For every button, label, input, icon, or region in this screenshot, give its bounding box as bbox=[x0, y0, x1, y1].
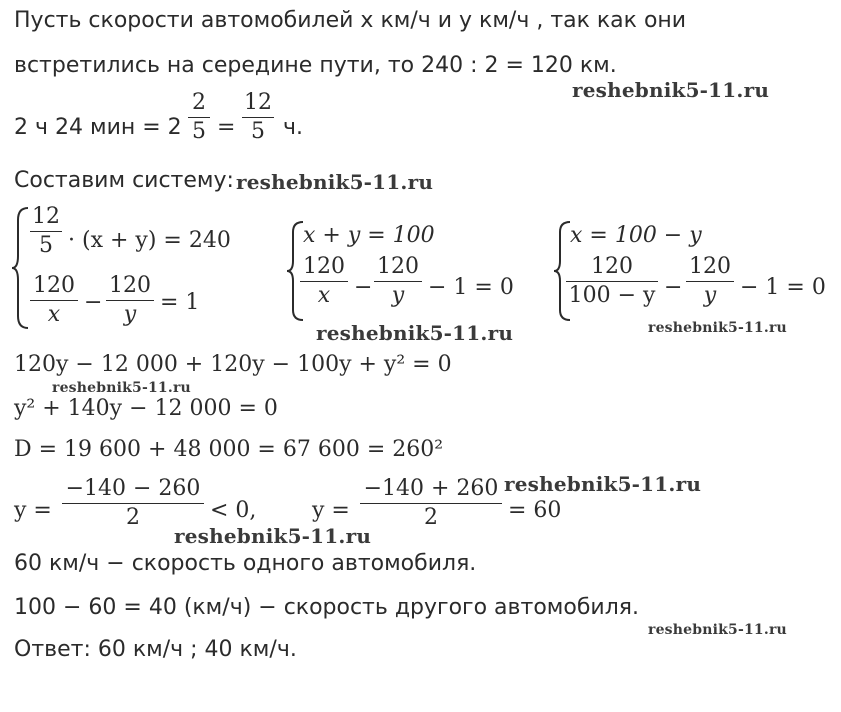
minus-sign: − bbox=[354, 275, 373, 300]
system1-frac-12-5 bbox=[30, 204, 62, 259]
system1-frac-120-y bbox=[106, 273, 154, 328]
fraction-two-fifths bbox=[188, 90, 210, 145]
text-line-1: Пусть скорости автомобилей x км/ч и y км/ч , так как они bbox=[14, 8, 687, 33]
fraction-denominator: 2 bbox=[126, 505, 140, 530]
fraction-bar bbox=[566, 281, 658, 282]
fraction-numerator: 120 bbox=[591, 254, 633, 279]
fraction-numerator: −140 + 260 bbox=[363, 476, 499, 501]
watermark: reshebnik5-11.ru bbox=[316, 321, 514, 345]
watermark: reshebnik5-11.ru bbox=[504, 472, 702, 496]
system1-eq2-rest: = 1 bbox=[160, 290, 200, 315]
answer-line-first-car: 60 км/ч − скорость одного автомобиля. bbox=[14, 551, 477, 576]
answer-line-second-car: 100 − 60 = 40 (км/ч) − скорость другого автомобиля. bbox=[14, 595, 639, 620]
watermark: reshebnik5-11.ru bbox=[236, 170, 434, 194]
fraction-numerator: 120 bbox=[303, 254, 345, 279]
fraction-bar bbox=[106, 300, 154, 301]
fraction-denominator: 2 bbox=[424, 505, 438, 530]
fraction-numerator: 120 bbox=[33, 273, 75, 298]
fraction-bar bbox=[30, 300, 78, 301]
fraction-denominator: 5 bbox=[251, 119, 265, 144]
watermark: reshebnik5-11.ru bbox=[648, 320, 787, 336]
system1-frac-120-x bbox=[30, 273, 78, 328]
minus-sign: − bbox=[84, 290, 103, 315]
fraction-denominator: y bbox=[703, 283, 717, 308]
system1-eq1-rest: · (x + y) = 240 bbox=[68, 228, 231, 253]
system3-frac-120-over-100-minus-y bbox=[566, 254, 658, 309]
equation-discriminant: D = 19 600 + 48 000 = 67 600 = 260² bbox=[14, 437, 444, 462]
system-brace-1 bbox=[10, 206, 30, 330]
fraction-numerator: 120 bbox=[377, 254, 419, 279]
hours-unit: ч. bbox=[283, 115, 303, 140]
fraction-bar bbox=[30, 231, 62, 232]
fraction-bar bbox=[300, 281, 348, 282]
system2-eq2-rest: − 1 = 0 bbox=[428, 275, 514, 300]
fraction-denominator: y bbox=[123, 302, 137, 327]
root1-fraction bbox=[62, 476, 204, 531]
fraction-numerator: 2 bbox=[192, 90, 206, 115]
final-answer: Ответ: 60 км/ч ; 40 км/ч. bbox=[14, 637, 297, 662]
time-conversion-left: 2 ч 24 мин = 2 bbox=[14, 115, 182, 140]
fraction-bar bbox=[242, 117, 274, 118]
watermark: reshebnik5-11.ru bbox=[52, 380, 191, 396]
root1-rest: < 0, bbox=[210, 498, 257, 523]
minus-sign: − bbox=[664, 275, 683, 300]
fraction-denominator: 100 − y bbox=[568, 283, 656, 308]
system2-frac-120-y bbox=[374, 254, 422, 309]
text-line-2: встретились на середине пути, то 240 : 2 = 120 км. bbox=[14, 53, 617, 78]
fraction-bar bbox=[360, 503, 502, 504]
equation-quadratic: y² + 140y − 12 000 = 0 bbox=[14, 396, 278, 421]
system2-eq1: x + y = 100 bbox=[303, 223, 435, 248]
fraction-denominator: y bbox=[391, 283, 405, 308]
fraction-numerator: 12 bbox=[244, 90, 272, 115]
fraction-bar bbox=[188, 117, 210, 118]
watermark: reshebnik5-11.ru bbox=[648, 622, 787, 638]
system3-eq1: x = 100 − y bbox=[570, 223, 702, 248]
equals-sign: = bbox=[217, 115, 236, 140]
equation-expanded: 120y − 12 000 + 120y − 100y + y² = 0 bbox=[14, 352, 452, 377]
root2-fraction bbox=[360, 476, 502, 531]
system3-frac-120-y bbox=[686, 254, 734, 309]
fraction-numerator: 120 bbox=[109, 273, 151, 298]
fraction-denominator: x bbox=[47, 302, 61, 327]
fraction-denominator: x bbox=[317, 283, 331, 308]
fraction-bar bbox=[374, 281, 422, 282]
watermark: reshebnik5-11.ru bbox=[174, 524, 372, 548]
root2-rest: = 60 bbox=[508, 498, 562, 523]
fraction-bar bbox=[686, 281, 734, 282]
fraction-bar bbox=[62, 503, 204, 504]
fraction-numerator: 12 bbox=[32, 204, 60, 229]
fraction-twelve-fifths bbox=[242, 90, 274, 145]
watermark: reshebnik5-11.ru bbox=[572, 78, 770, 102]
fraction-numerator: −140 − 260 bbox=[65, 476, 201, 501]
system2-frac-120-x bbox=[300, 254, 348, 309]
root2-lhs: y = bbox=[312, 498, 350, 523]
system3-eq2-rest: − 1 = 0 bbox=[740, 275, 826, 300]
root1-lhs: y = bbox=[14, 498, 52, 523]
fraction-numerator: 120 bbox=[689, 254, 731, 279]
fraction-denominator: 5 bbox=[39, 233, 53, 258]
fraction-denominator: 5 bbox=[192, 119, 206, 144]
text-line-compose-system: Составим систему: bbox=[14, 168, 234, 193]
